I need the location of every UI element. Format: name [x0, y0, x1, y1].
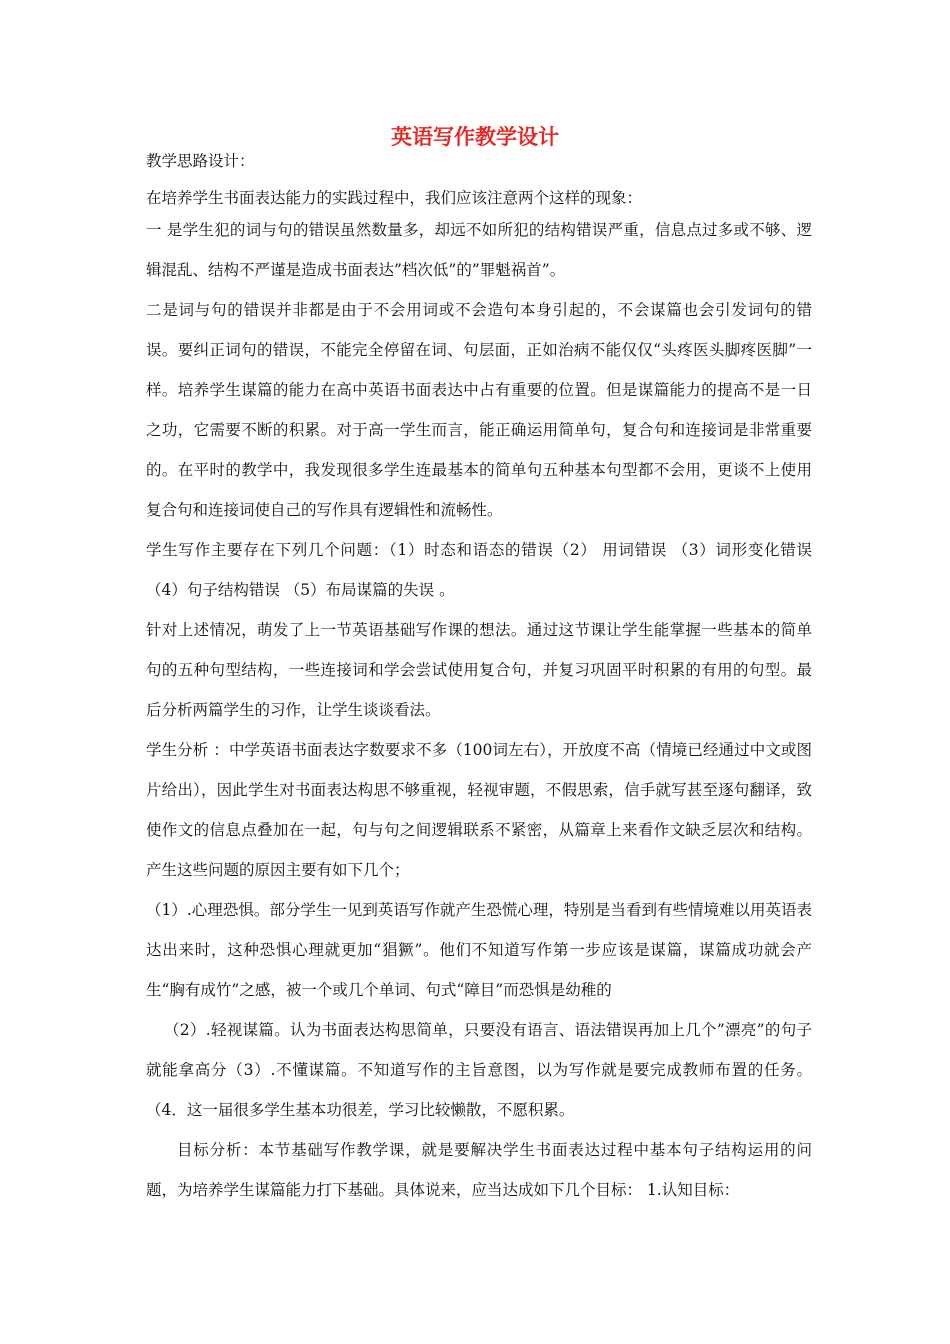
- paragraph-heading-design: 教学思路设计：: [146, 152, 255, 170]
- paragraph-reason-neglect: （2）.轻视谋篇。认为书面表达构思简单，只要没有语言、语法错误再加上几个”漂亮”的句子就能拿高分（3）.不懂谋篇。不知道写作的主旨意图，以为写作就是要完成教师布置的任务。（4．这一届很多学生基本功很差，学习比较懒散，不愿积累。: [146, 1021, 812, 1119]
- paragraph-point-one: 一 是学生犯的词与句的错误虽然数量多，却远不如所犯的结构错误严重，信息点过多或不够、逻辑混乱、结构不严谨是造成书面表达”档次低”的”罪魁祸首”。: [146, 221, 812, 279]
- paragraph-problems: 学生写作主要存在下列几个问题：（1）时态和语态的错误（2） 用词错误 （3）词形变化错误 （4）句子结构错误 （5）布局谋篇的失误 。: [146, 541, 812, 599]
- document-body: [146, 148, 812, 1210]
- paragraph-goal-analysis: 目标分析：本节基础写作教学课，就是要解决学生书面表达过程中基本句子结构运用的问题，为培养学生谋篇能力打下基础。具体说来，应当达成如下几个目标： 1.认知目标：: [146, 1141, 812, 1199]
- paragraph-intro: 在培养学生书面表达能力的实践过程中，我们应该注意两个这样的现象：: [146, 189, 643, 207]
- document-title: 英语写作教学设计: [391, 124, 559, 149]
- paragraph-student-analysis: 学生分析 ：中学英语书面表达字数要求不多（100词左右），开放度不高（情境已经通过中文或图片给出），因此学生对书面表达构思不够重视，轻视审题，不假思索，信手就写甚至逐句翻译，致使作文的信息点叠加在一起，句与句之间逻辑联系不紧密，从篇章上来看作文缺乏层次和结构。产生这些问题的原因主要有如下几个；: [146, 741, 812, 879]
- paragraph-reason-fear: （1）.心理恐惧。部分学生一见到英语写作就产生恐慌心理，特别是当看到有些情境难以用英语表达出来时，这种恐惧心理就更加“猖獗”。他们不知道写作第一步应该是谋篇，谋篇成功就会产生“胸有成竹”之感，被一个或几个单词、句式“障目”而恐惧是幼稚的: [146, 901, 812, 999]
- paragraph-point-two: 二是词与句的错误并非都是由于不会用词或不会造句本身引起的，不会谋篇也会引发词句的错误。要纠正词句的错误，不能完全停留在词、句层面，正如治病不能仅仅“头疼医头脚疼医脚”一样。培养学生谋篇的能力在高中英语书面表达中占有重要的位置。但是谋篇能力的提高不是一日之功，它需要不断的积累。对于高一学生而言，能正确运用简单句，复合句和连接词是非常重要的。在平时的教学中，我发现很多学生连最基本的简单句五种基本句型都不会用，更谈不上使用复合句和连接词使自己的写作具有逻辑性和流畅性。: [146, 301, 812, 519]
- paragraph-response: 针对上述情况，萌发了上一节英语基础写作课的想法。通过这节课让学生能掌握一些基本的简单句的五种句型结构，一些连接词和学会尝试使用复合句，并复习巩固平时积累的有用的句型。最后分析两篇学生的习作，让学生谈谈看法。: [146, 621, 812, 719]
